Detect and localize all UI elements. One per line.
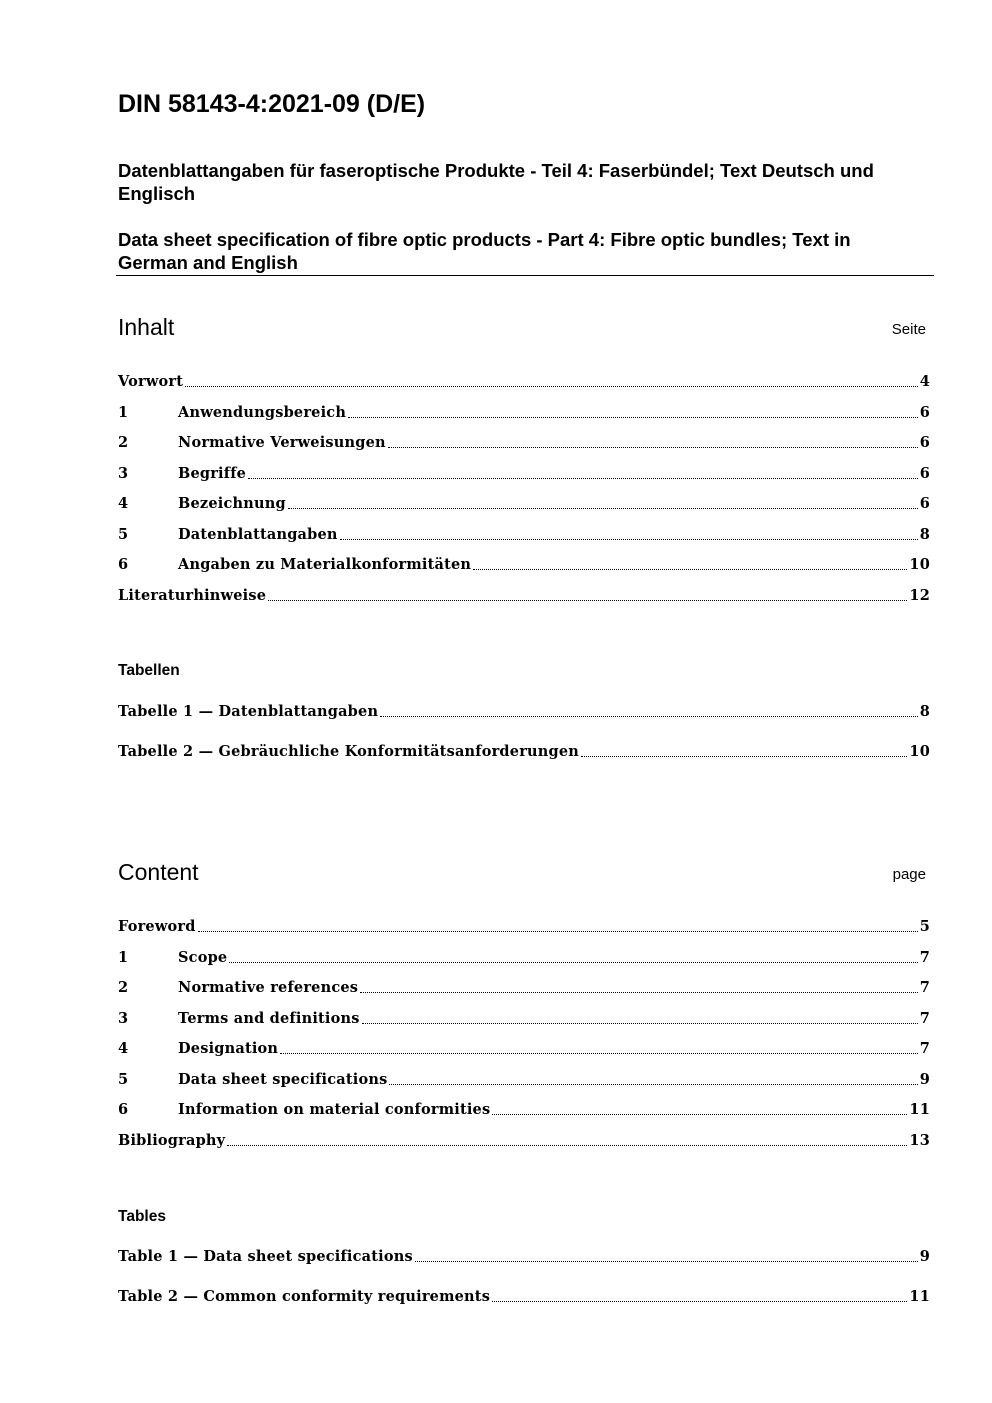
tabellen-list bbox=[118, 703, 930, 783]
content-heading: Content bbox=[118, 859, 199, 885]
toc-entry[interactable] bbox=[118, 979, 930, 1010]
content-toc bbox=[118, 918, 930, 1162]
toc-entry-number: 4 bbox=[118, 1040, 129, 1057]
toc-leader-dots bbox=[362, 1010, 918, 1024]
toc-entry[interactable] bbox=[118, 404, 930, 435]
toc-entry-title: Bezeichnung bbox=[178, 495, 286, 512]
toc-leader-dots bbox=[388, 434, 918, 448]
toc-leader-dots bbox=[492, 1288, 907, 1302]
toc-leader-dots bbox=[248, 465, 918, 479]
toc-entry-title: Terms and definitions bbox=[178, 1009, 360, 1027]
toc-leader-dots bbox=[492, 1101, 907, 1115]
toc-entry-number: 5 bbox=[118, 525, 129, 543]
toc-entry-page: 7 bbox=[919, 1040, 930, 1057]
toc-entry[interactable] bbox=[118, 703, 930, 743]
toc-entry-title: Literaturhinweise bbox=[118, 586, 267, 604]
toc-entry[interactable] bbox=[118, 373, 930, 404]
toc-entry-title: Table 2 — Common conformity requirements bbox=[118, 1288, 491, 1305]
toc-entry-title: Normative Verweisungen bbox=[178, 434, 386, 451]
subtitle-english: Data sheet specification of fibre optic products - Part 4: Fibre optic bundles; Text in German and English bbox=[118, 229, 851, 273]
toc-entry-number: 3 bbox=[118, 1009, 129, 1027]
toc-entry-page: 10 bbox=[909, 556, 930, 573]
toc-leader-dots bbox=[380, 703, 918, 717]
toc-entry-page: 4 bbox=[919, 373, 930, 390]
toc-entry-number: 6 bbox=[118, 1101, 129, 1118]
toc-entry-title: Normative references bbox=[178, 979, 359, 996]
toc-entry-title: Table 1 — Data sheet specifications bbox=[118, 1248, 413, 1265]
toc-entry-title: Datenblattangaben bbox=[178, 525, 338, 543]
toc-entry-number: 2 bbox=[118, 979, 129, 996]
toc-entry[interactable] bbox=[118, 1010, 930, 1041]
toc-entry-page: 13 bbox=[909, 1131, 930, 1149]
toc-entry[interactable] bbox=[118, 526, 930, 557]
toc-entry[interactable] bbox=[118, 434, 930, 465]
toc-leader-dots bbox=[185, 373, 918, 387]
toc-entry-title: Anwendungsbereich bbox=[178, 403, 347, 421]
toc-entry[interactable] bbox=[118, 1040, 930, 1071]
toc-entry[interactable] bbox=[118, 495, 930, 526]
toc-leader-dots bbox=[360, 979, 918, 993]
toc-entry-page: 6 bbox=[919, 403, 930, 421]
toc-entry-page: 9 bbox=[919, 1070, 930, 1088]
toc-leader-dots bbox=[581, 743, 907, 757]
toc-entry-number: 5 bbox=[118, 1070, 129, 1088]
toc-entry-title: Bibliography bbox=[118, 1131, 226, 1149]
tabellen-heading: Tabellen bbox=[118, 662, 180, 679]
toc-leader-dots bbox=[415, 1248, 918, 1262]
toc-entry-page: 7 bbox=[919, 948, 930, 966]
toc-entry-page: 5 bbox=[919, 918, 930, 935]
toc-entry-title: Data sheet specifications bbox=[178, 1070, 388, 1088]
toc-entry-number: 1 bbox=[118, 403, 129, 421]
content-header bbox=[118, 859, 926, 889]
inhalt-page-label: Seite bbox=[891, 321, 926, 338]
toc-leader-dots bbox=[227, 1132, 907, 1146]
toc-entry-title: Information on material conformities bbox=[178, 1101, 491, 1118]
toc-entry-number: 1 bbox=[118, 948, 129, 966]
toc-entry-page: 6 bbox=[919, 495, 930, 512]
toc-entry[interactable] bbox=[118, 918, 930, 949]
toc-entry[interactable] bbox=[118, 1248, 930, 1288]
toc-leader-dots bbox=[473, 556, 907, 570]
toc-entry-page: 8 bbox=[919, 703, 930, 720]
subtitle-german: Datenblattangaben für faseroptische Produkte - Teil 4: Faserbündel; Text Deutsch und Englisch bbox=[118, 160, 874, 204]
toc-leader-dots bbox=[348, 404, 918, 418]
toc-entry[interactable] bbox=[118, 949, 930, 980]
toc-entry[interactable] bbox=[118, 556, 930, 587]
toc-leader-dots bbox=[340, 526, 918, 540]
toc-entry[interactable] bbox=[118, 1101, 930, 1132]
toc-entry-page: 7 bbox=[919, 979, 930, 996]
content-page-label: page bbox=[892, 866, 926, 883]
toc-entry-title: Begriffe bbox=[178, 464, 247, 482]
inhalt-toc bbox=[118, 373, 930, 617]
toc-entry-page: 8 bbox=[919, 525, 930, 543]
toc-leader-dots bbox=[268, 587, 907, 601]
toc-entry-title: Tabelle 1 — Datenblattangaben bbox=[118, 703, 379, 720]
toc-entry-title: Tabelle 2 — Gebräuchliche Konformitätsanforderungen bbox=[118, 743, 580, 760]
inhalt-header bbox=[118, 314, 926, 344]
toc-entry-number: 2 bbox=[118, 434, 129, 451]
toc-entry-page: 9 bbox=[919, 1248, 930, 1265]
toc-leader-dots bbox=[280, 1040, 918, 1054]
toc-leader-dots bbox=[229, 949, 917, 963]
toc-entry-number: 6 bbox=[118, 556, 129, 573]
toc-entry-page: 7 bbox=[919, 1009, 930, 1027]
toc-entry-title: Foreword bbox=[118, 918, 196, 935]
toc-entry-number: 3 bbox=[118, 464, 129, 482]
toc-entry-title: Designation bbox=[178, 1040, 279, 1057]
tables-heading: Tables bbox=[118, 1208, 166, 1225]
toc-entry-page: 6 bbox=[919, 464, 930, 482]
toc-leader-dots bbox=[198, 918, 918, 932]
toc-entry[interactable] bbox=[118, 1288, 930, 1328]
toc-entry-title: Angaben zu Materialkonformitäten bbox=[178, 556, 472, 573]
toc-entry[interactable] bbox=[118, 587, 930, 618]
toc-entry-page: 10 bbox=[909, 743, 930, 760]
toc-entry-page: 11 bbox=[909, 1101, 930, 1118]
toc-entry-title: Vorwort bbox=[118, 373, 184, 390]
toc-entry-page: 11 bbox=[909, 1288, 930, 1305]
toc-entry-number: 4 bbox=[118, 495, 129, 512]
document-title: DIN 58143-4:2021-09 (D/E) bbox=[118, 90, 426, 118]
toc-entry[interactable] bbox=[118, 1071, 930, 1102]
toc-entry[interactable] bbox=[118, 743, 930, 783]
title-divider bbox=[116, 275, 934, 276]
tables-list bbox=[118, 1248, 930, 1328]
inhalt-heading: Inhalt bbox=[118, 314, 175, 340]
toc-entry-page: 6 bbox=[919, 434, 930, 451]
toc-leader-dots bbox=[288, 495, 918, 509]
toc-entry-title: Scope bbox=[178, 948, 228, 966]
toc-leader-dots bbox=[389, 1071, 917, 1085]
toc-entry[interactable] bbox=[118, 1132, 930, 1163]
toc-entry[interactable] bbox=[118, 465, 930, 496]
toc-entry-page: 12 bbox=[909, 586, 930, 604]
